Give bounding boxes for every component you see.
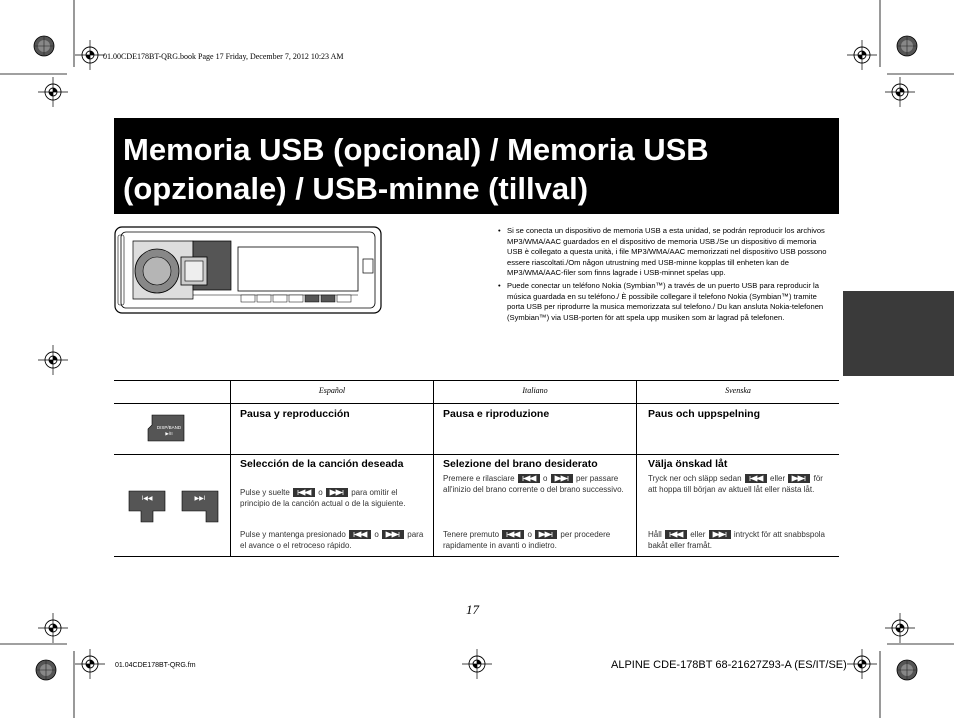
- column-header-italian: Italiano: [522, 386, 548, 395]
- row2-es-hold-text: Pulse y mantenga presionado o para el avance o el retroceso rápido.: [240, 530, 424, 550]
- footer-model: ALPINE CDE-178BT 68-21627Z93-A (ES/IT/SE): [611, 659, 847, 671]
- row2-sv-title: Välja önskad låt: [648, 458, 728, 470]
- table-col-divider-2: [433, 380, 434, 556]
- prev-track-label: I◀◀: [141, 496, 153, 502]
- next-key-icon: [709, 530, 731, 539]
- table-col-divider-3: [636, 380, 637, 556]
- table-col-divider-1: [230, 380, 231, 556]
- row2-sv-hold-text: Håll eller intryckt för att snabbspola bakåt eller framåt.: [648, 530, 825, 550]
- page-number: 17: [466, 602, 479, 617]
- next-track-button-illustration: [180, 489, 220, 523]
- next-key-icon: [326, 488, 348, 497]
- usb-note-1: • Si se conecta un dispositivo de memoria USB a esta unidad, se podrán reproducir los archivos MP3/WMA/AAC guardados en el dispositivo de memoria USB./Se un dispositivo di memoria USB è collegato a questa unità, i file MP3/WMA/AAC memorizzati nel dispositivo USB possono essere riascoltati./Om någon utrustning med USB-minne kopplas till enheten kan de MP3/WMA/AAC-filer som finns lagrade i USB-minnet spelas upp.: [498, 226, 828, 279]
- section-tab: [843, 291, 954, 376]
- head-unit-illustration: [113, 225, 383, 317]
- row1-it: Pausa e riproduzione: [443, 408, 550, 420]
- prev-key-icon: [349, 530, 371, 539]
- table-rule-header: [114, 403, 839, 404]
- page-title: Memoria USB (opcional) / Memoria USB (opzionale) / USB-minne (tillval): [123, 132, 709, 206]
- next-key-icon: [551, 474, 573, 483]
- prev-key-icon: [518, 474, 540, 483]
- usb-note-2: • Puede conectar un teléfono Nokia (Symbian™) a través de un puerto USB para reproducir la música guardada en su teléfono./ È possibile collegare il telefono Nokia (Symbian™) tramite porta USB per riprodurre la musica memorizzata sul telefono./ Du kan ansluta Nokia-telefonen (Symbian™) via USB-porten för att spela upp musiken som är lagrad på telefonen.: [498, 281, 828, 323]
- prev-key-icon: [502, 530, 524, 539]
- footer-filename: 01.04CDE178BT-QRG.fm: [115, 662, 196, 669]
- next-key-icon: [535, 530, 557, 539]
- table-rule-top: [114, 380, 839, 381]
- row2-es-title: Selección de la canción deseada: [240, 458, 404, 470]
- file-header: 01.00CDE178BT-QRG.book Page 17 Friday, December 7, 2012 10:23 AM: [103, 52, 344, 61]
- prev-key-icon: [293, 488, 315, 497]
- prev-track-button-illustration: [127, 489, 167, 523]
- next-track-label: ▶▶I: [194, 496, 206, 502]
- play-pause-label: DISP/BAND ▶/II: [156, 425, 182, 436]
- play-pause-button-illustration: [144, 413, 190, 443]
- row2-it-title: Selezione del brano desiderato: [443, 458, 598, 470]
- row2-it-hold-text: Tenere premuto o per procedere rapidamente in avanti o indietro.: [443, 530, 611, 550]
- row1-es: Pausa y reproducción: [240, 408, 350, 420]
- row2-sv-press-text: Tryck ner och släpp sedan eller för att hoppa till början av aktuell låt eller nästa låt.: [648, 474, 823, 494]
- column-header-spanish: Español: [318, 386, 346, 395]
- row1-sv: Paus och uppspelning: [648, 408, 761, 420]
- prev-key-icon: [745, 474, 767, 483]
- table-rule-row1: [114, 454, 839, 455]
- usb-notes: [498, 226, 828, 325]
- column-header-swedish: Svenska: [725, 386, 751, 395]
- prev-key-icon: [665, 530, 687, 539]
- row2-es-press-text: Pulse y suelte o para omitir el principio de la canción actual o de la siguiente.: [240, 488, 406, 508]
- row2-it-press-text: Premere e rilasciare o per passare all'inizio del brano corrente o del brano successivo.: [443, 474, 624, 494]
- next-key-icon: [788, 474, 810, 483]
- next-key-icon: [382, 530, 404, 539]
- table-rule-bottom: [114, 556, 839, 557]
